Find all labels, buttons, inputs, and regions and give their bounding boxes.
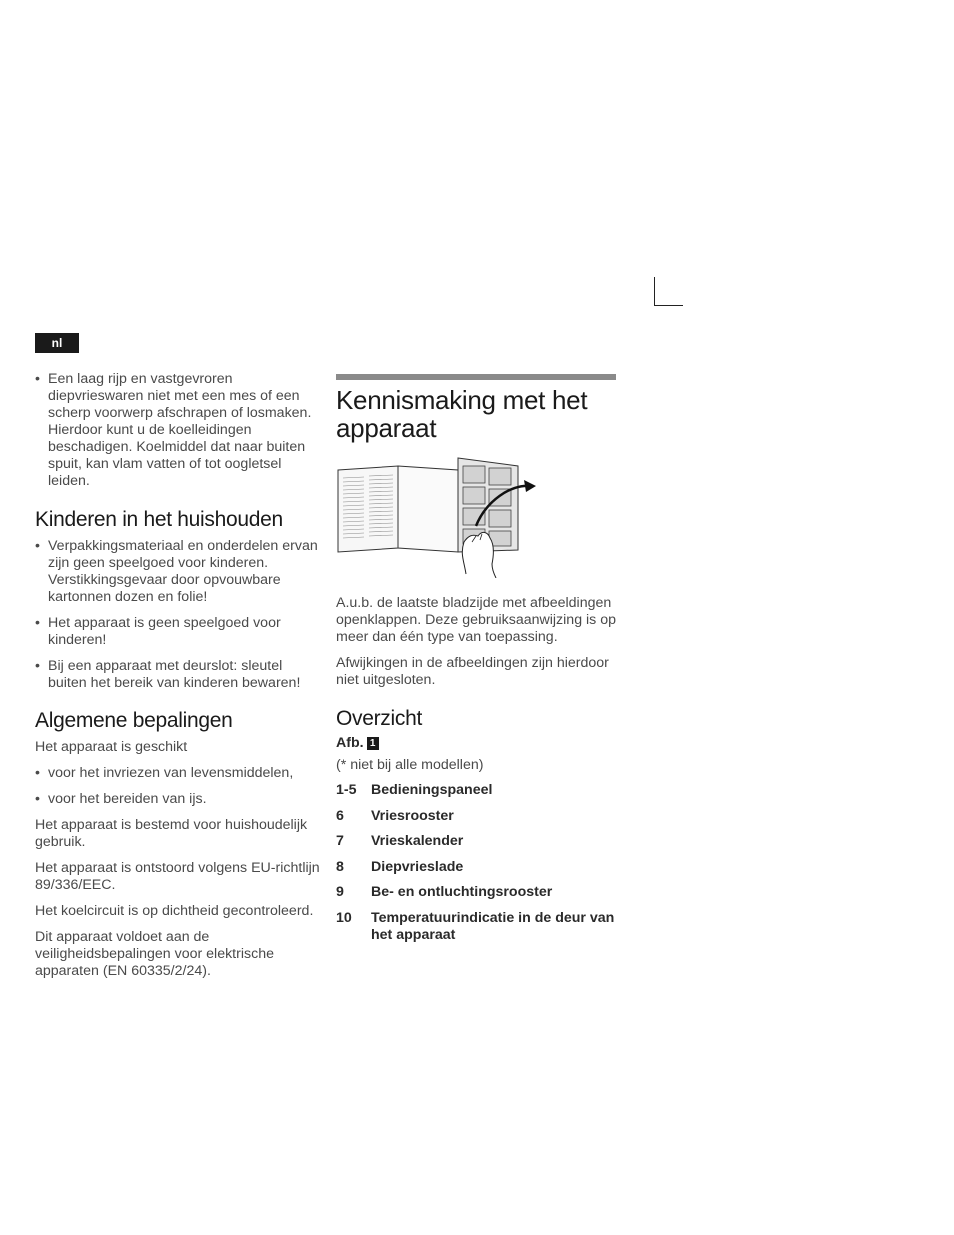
item-label: Vriesrooster: [371, 807, 454, 824]
item-number: 9: [336, 884, 344, 900]
overview-row: [336, 833, 616, 850]
page-title: Kennismaking met het apparaat: [336, 385, 588, 443]
intro-bullet-list: [35, 371, 320, 490]
list-item: • Bij een apparaat met deurslot: sleutel buiten het bereik van kinderen bewaren!: [35, 658, 320, 692]
figure-number-badge: 1: [367, 737, 379, 750]
list-item: • voor het bereiden van ijs.: [35, 791, 320, 808]
overview-row: [336, 859, 616, 876]
paragraph: A.u.b. de laatste bladzijde met afbeeldingen openklappen. Deze gebruiksaanwijzing is op meer dan één type van toepassing.: [336, 595, 616, 645]
figure-reference: [336, 735, 616, 752]
fold-out-page-illustration: [336, 456, 536, 578]
section-rule: [336, 374, 616, 380]
right-column: [336, 374, 616, 952]
algemene-bullet-list: [35, 765, 320, 808]
item-label: Vrieskalender: [371, 833, 464, 849]
paragraph: Het apparaat is bestemd voor huishoudelijk gebruik.: [35, 817, 308, 850]
item-label: Be- en ontluchtingsrooster: [371, 884, 553, 900]
item-number: 1-5: [336, 782, 357, 798]
list-item: • Het apparaat is geen speelgoed voor kinderen!: [35, 615, 320, 649]
item-number: 7: [336, 833, 344, 849]
language-tab: nl: [35, 333, 79, 353]
algemene-intro: Het apparaat is geschikt: [35, 739, 188, 755]
list-item: • Verpakkingsmateriaal en onderdelen ervan zijn geen speelgoed voor kinderen. Verstikkingsgevaar door opvouwbare kartonnen dozen en folie!: [35, 538, 320, 606]
paragraph: Dit apparaat voldoet aan de veiligheidsbepalingen voor elektrische apparaten (EN 60335/2/24).: [35, 929, 274, 979]
kinderen-bullet-list: [35, 538, 320, 692]
paragraph: Het koelcircuit is op dichtheid gecontroleerd.: [35, 903, 314, 919]
list-item: • voor het invriezen van levensmiddelen,: [35, 765, 320, 782]
paragraph: Afwijkingen in de afbeeldingen zijn hierdoor niet uitgesloten.: [336, 655, 609, 688]
item-label: Bedieningspaneel: [371, 782, 493, 798]
overview-row: [336, 808, 616, 825]
overview-row: [336, 782, 616, 799]
paragraph: Het apparaat is ontstoord volgens EU-richtlijn 89/336/EEC.: [35, 860, 320, 893]
heading-overzicht: Overzicht: [336, 707, 422, 730]
list-item: • Een laag rijp en vastgevroren diepvrieswaren niet met een mes of een scherp voorwerp afschrapen of losmaken. Hierdoor kunt u de koelleidingen beschadigen. Koelmiddel dat naar buiten spuit, kan vlam vatten of tot oogletsel leiden.: [35, 371, 320, 490]
crop-mark: [654, 277, 683, 306]
overview-row: [336, 910, 616, 944]
item-label: Diepvrieslade: [371, 858, 464, 875]
item-number: 8: [336, 858, 344, 875]
figure-label: Afb.: [336, 735, 364, 751]
heading-algemene: Algemene bepalingen: [35, 709, 233, 732]
item-number: 10: [336, 909, 352, 926]
item-label: Temperatuurindicatie in de deur van het apparaat: [371, 909, 615, 943]
heading-kinderen: Kinderen in het huishouden: [35, 508, 283, 531]
models-note: (* niet bij alle modellen): [336, 757, 484, 773]
left-column: [35, 371, 320, 989]
overview-row: [336, 884, 616, 901]
item-number: 6: [336, 807, 344, 824]
